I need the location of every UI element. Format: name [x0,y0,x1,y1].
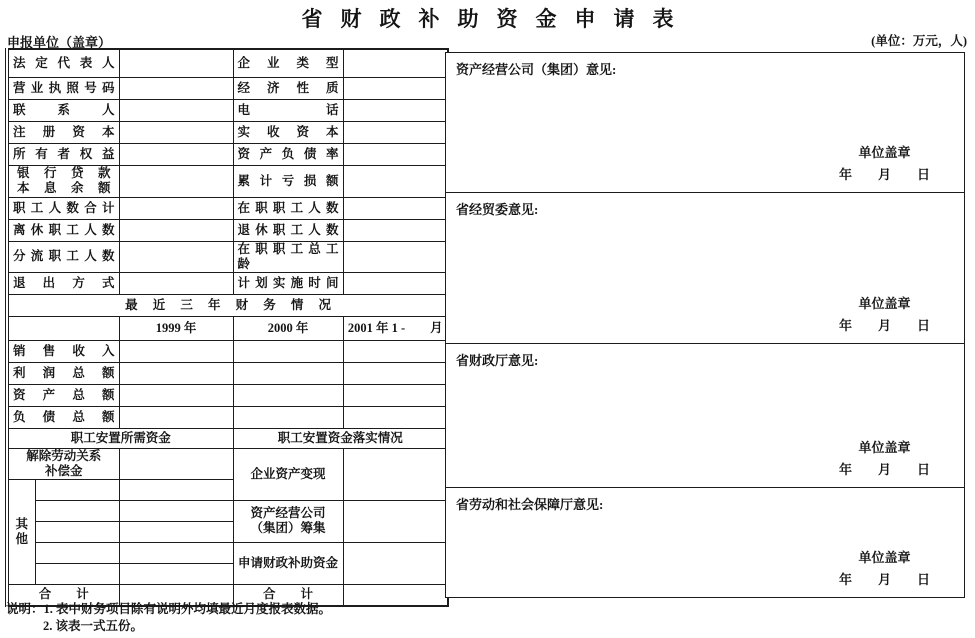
opinion-label: 省劳动和社会保障厅意见: [456,497,604,512]
subsidy-request-value [343,542,448,584]
table-row [7,77,448,99]
table-row [7,49,448,77]
note-line-1: 说明：1. 表中财务项目除有说明外均填最近月度报表数据。 [6,602,332,616]
registered-capital-value [119,121,233,143]
debt-ratio-label: 资 产 负 债 率 [233,143,343,165]
contact-person-label: 联 系 人 [7,99,119,121]
retired-staff-label: 退 休 职 工 人 数 [233,219,343,241]
enterprise-type-value [343,49,448,77]
business-license-label: 营 业 执 照 号 码 [7,77,119,99]
other-item-5-value [119,563,233,584]
other-item-1-value [119,479,233,500]
economic-nature-value [343,77,448,99]
retired-staff-value [343,219,448,241]
application-table [5,48,449,607]
total-assets-1999 [119,384,233,406]
note-line-2: 2. 该表一式五份。 [43,619,144,633]
asset-realization-value [343,448,448,500]
compensation-line1: 解除劳动关系 [26,448,102,463]
opinion-box-economic-commission [445,192,965,344]
table-row [7,384,448,406]
total-profit-2000 [233,362,343,384]
lixiu-staff-label: 离 休 职 工 人 数 [7,219,119,241]
opinion-label: 资产经营公司（集团）意见: [456,62,617,77]
total-assets-2001 [343,384,448,406]
total-staff-label: 职 工 人 数 合 计 [7,197,119,219]
plan-time-label: 计 划 实 施 时 间 [233,272,343,294]
left-total-label: 合 计 [7,584,119,606]
compensation-value [119,448,233,479]
contact-person-value [119,99,233,121]
finance-section-header: 最 近 三 年 财 务 情 况 [7,294,448,316]
legal-representative-value [119,49,233,77]
bank-loan-line1: 银 行 贷 款 [17,166,111,180]
table-row [7,121,448,143]
owners-equity-value [119,143,233,165]
total-profit-label: 利 润 总 额 [7,362,119,384]
right-total-label: 合 计 [233,584,343,606]
table-row [7,316,448,340]
opinion-box-asset-company [445,52,965,193]
table-row [7,294,448,316]
other-item-4-value [119,542,233,563]
compensation-line2: 补偿金 [45,463,83,478]
table-row [7,542,448,563]
table-row [7,448,448,479]
bank-loan-balance-value [119,165,233,197]
date-line: 年 月 日 [838,572,930,587]
sales-revenue-label: 销 售 收 入 [7,340,119,362]
table-row [7,406,448,428]
date-line: 年 月 日 [838,167,930,182]
service-years-value [343,241,448,272]
total-assets-2000 [233,384,343,406]
year-2000-header: 2000 年 [233,316,343,340]
opinion-box-labor-department [445,487,965,598]
other-label: 其他 [7,479,35,584]
debt-ratio-value [343,143,448,165]
total-liabilities-2000 [233,406,343,428]
plan-time-value [343,272,448,294]
table-row [7,165,448,197]
page-title: 省财政补助资金申请表 [301,7,692,31]
paid-in-capital-value [343,121,448,143]
seal-block [839,547,930,591]
year-1999-header: 1999 年 [119,316,233,340]
table-row [7,272,448,294]
subsidy-request-label: 申请财政补助资金 [233,542,343,584]
active-staff-label: 在 职 职 工 人 数 [233,197,343,219]
table-row [7,428,448,448]
finance-corner-cell [7,316,119,340]
phone-label: 电 话 [233,99,343,121]
seal-block [839,293,930,337]
paid-in-capital-label: 实 收 资 本 [233,121,343,143]
total-liabilities-1999 [119,406,233,428]
table-row [7,362,448,384]
diverted-staff-value [119,241,233,272]
legal-representative-label: 法 定 代 表 人 [7,49,119,77]
accumulated-loss-label: 累 计 亏 损 额 [233,165,343,197]
owners-equity-label: 所 有 者 权 益 [7,143,119,165]
company-raise-line2: （集团）筹集 [250,521,326,535]
other-item-3-value [119,521,233,542]
unit-seal-label: 单位盖章 [858,145,911,160]
total-liabilities-2001 [343,406,448,428]
total-liabilities-label: 负 债 总 额 [7,406,119,428]
other-item-2-value [119,500,233,521]
sales-revenue-1999 [119,340,233,362]
declare-unit-label: 申报单位（盖章） [7,35,112,50]
date-line: 年 月 日 [838,318,930,333]
economic-nature-label: 经 济 性 质 [233,77,343,99]
table-row [7,99,448,121]
table-row [7,500,448,521]
company-raise-label [233,500,343,542]
compensation-label [7,448,119,479]
other-item-2-label [35,500,119,521]
date-line: 年 月 日 [838,462,930,477]
footnotes [6,601,331,635]
phone-value [343,99,448,121]
unit-note: (单位：万元，人) [871,34,967,48]
business-license-value [119,77,233,99]
bank-loan-line2: 本 息 余 额 [17,181,111,195]
unit-seal-label: 单位盖章 [858,550,911,565]
service-years-label: 在 职 职 工 总 工 龄 [233,241,343,272]
year-2001-header: 2001 年 1 - 月 [343,316,448,340]
registered-capital-label: 注 册 资 本 [7,121,119,143]
other-item-5-label [35,563,119,584]
table-row [7,197,448,219]
bank-loan-balance-label [7,165,119,197]
enterprise-type-label: 企 业 类 型 [233,49,343,77]
company-raise-value [343,500,448,542]
opinion-label: 省经贸委意见: [456,202,539,217]
total-staff-value [119,197,233,219]
exit-method-label: 退 出 方 式 [7,272,119,294]
other-item-3-label [35,521,119,542]
sales-revenue-2000 [233,340,343,362]
active-staff-value [343,197,448,219]
accumulated-loss-value [343,165,448,197]
total-assets-label: 资 产 总 额 [7,384,119,406]
placement-need-header: 职工安置所需资金 [7,428,233,448]
total-profit-1999 [119,362,233,384]
opinion-box-finance-department [445,343,965,488]
other-item-1-label [35,479,119,500]
table-row [7,241,448,272]
lixiu-staff-value [119,219,233,241]
opinion-label: 省财政厅意见: [456,353,539,368]
table-row [7,219,448,241]
company-raise-line1: 资产经营公司 [250,506,326,520]
table-row [7,143,448,165]
table-row [7,340,448,362]
right-total-value [343,584,448,606]
sales-revenue-2001 [343,340,448,362]
other-item-4-label [35,542,119,563]
seal-block [839,437,930,481]
unit-seal-label: 单位盖章 [858,440,911,455]
asset-realization-label: 企业资产变现 [233,448,343,500]
seal-block [839,142,930,186]
exit-method-value [119,272,233,294]
placement-implement-header: 职工安置资金落实情况 [233,428,448,448]
diverted-staff-label: 分 流 职 工 人 数 [7,241,119,272]
total-profit-2001 [343,362,448,384]
unit-seal-label: 单位盖章 [858,296,911,311]
